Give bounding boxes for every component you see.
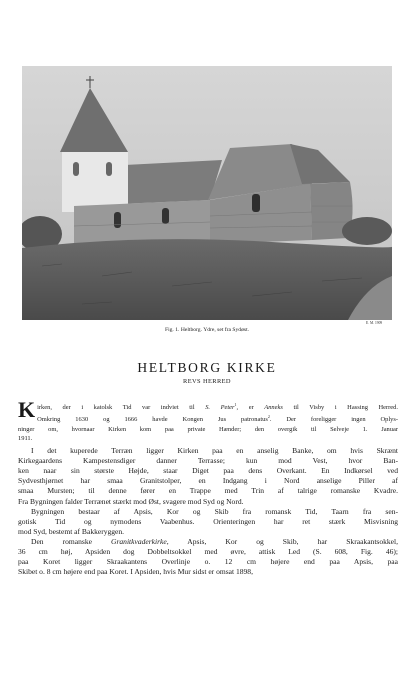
paragraph-3: Den romanske Granitkvaderkirke, Apsis, Kor og Skib, har Skraakantsokkel, 36 cm høj, Apsiden dog Dobbeltsokkel med øvre, attisk Led (S. 608, Fig. 46); paa Koret ligger Skraakantens Overlinje o. 12 cm højere end paa Apsis, paa Skibet o. 8 cm højere end paa Koret. I Apsiden, hvis Mur sidst er omsat 1898, — [18, 536, 399, 577]
photo-credit: E. M. 1909 — [366, 321, 383, 325]
paragraph-2: Bygningen bestaar af Apsis, Kor og Skib fra romansk Tid, Taarn fra sen- gotisk Tid og nymodens Vaabenhus. Orienteringen har ret stærk Misvisning mod Syd, bestemt af Bakkeryggen. — [18, 506, 398, 536]
grass-slope — [22, 239, 392, 320]
intro-paragraph: K irken, der i katolsk Tid var indviet til S. Peter$^1$, er Anneks til Visby i Hassing Herred. Omkring 1630 og 1666 havde Kongen Jus patronatus$^2$. Der foreligger ingen Oplys- ninger om, hvornaar Kirken kom paa private Hænder; den overgik til Selveje 1. Januar 1911. — [18, 397, 398, 442]
page-title: HELTBORG KIRKE — [137, 360, 277, 375]
figure-caption: Fig. 1. Heltborg. Ydre, set fra Sydøst. — [164, 327, 250, 333]
tower-wall — [62, 152, 128, 212]
church-illustration — [22, 66, 392, 320]
nave-wall — [74, 200, 210, 246]
church-photograph — [22, 66, 392, 320]
paragraph-1: I det kuperede Terræn ligger Kirken paa en anselig Banke, om hvis Skrænt Kirkegaardens Kampestensdiger danner Terrasse; kun mod Vest, hvor Ban- ken naar sin største Højde, staar Diget paa dens Overkant. En Indkørsel ved Sydvesthjørnet har smaa Granitstolper, en Indgang i Nord anselige Piller af smaa Mursten; til denne fører en Trappe med Trin af talrige romanske Kvadre. Fra Bygningen falder Terrænet stærkt mod Øst, svagere mod Syd og Nord. — [18, 446, 398, 506]
tree-right — [342, 217, 392, 245]
page-subtitle: REVS HERRED — [183, 378, 231, 385]
body-text — [18, 397, 399, 577]
drop-cap: K — [18, 397, 36, 422]
